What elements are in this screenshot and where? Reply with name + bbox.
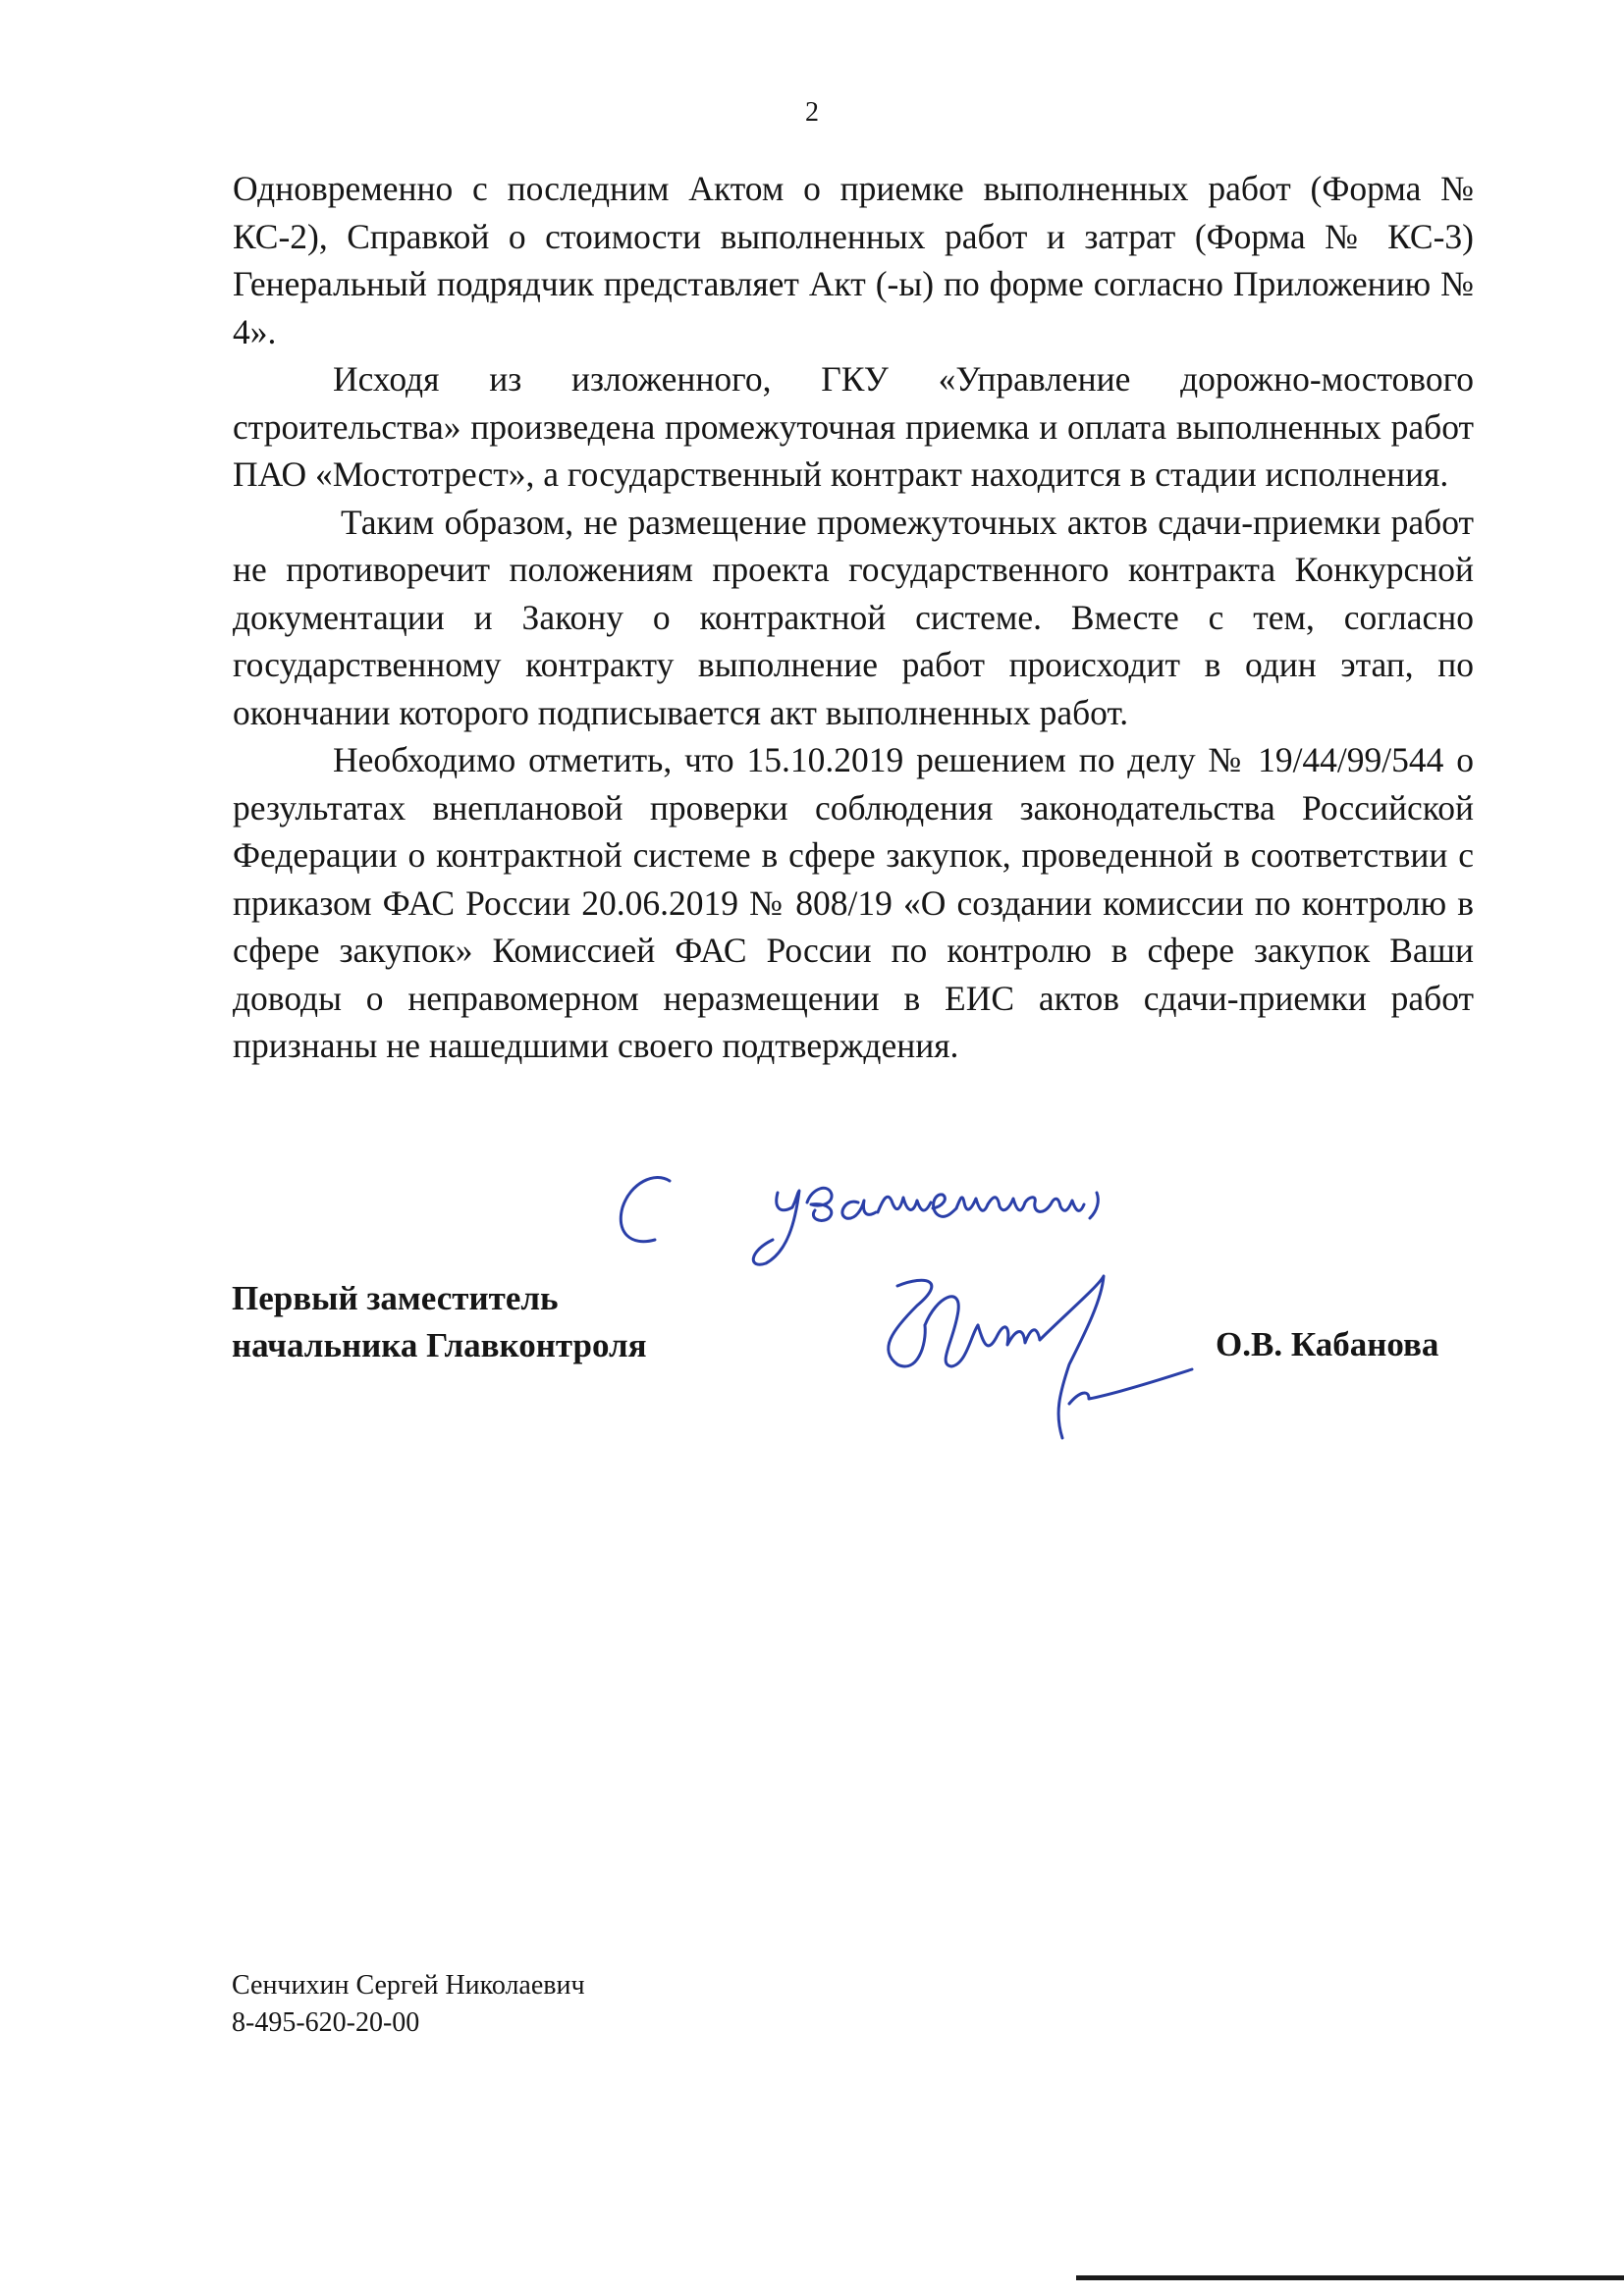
executor-block <box>232 1967 585 2042</box>
page-number: 2 <box>805 97 819 128</box>
paragraph-conclusion: Исходя из изложенного, ГКУ «Управление дорожно-мостового строительства» произведена промежуточная приемка и оплата выполненных работ ПАО «Мостотрест», а государственный контракт находится в стадии исполнения. <box>233 359 1474 494</box>
signer-position-line2: начальника Главконтроля <box>232 1326 647 1364</box>
scan-edge-line <box>1076 2275 1624 2280</box>
paragraph-summary: Таким образом, не размещение промежуточных актов сдачи-приемки работ не противоречит положениям проекта государственного контракта Конкурсной документации и Закону о контрактной системе. Вместе с тем, согласно государственному контракту выполнение работ происходит в один этап, по окончании которого подписывается акт выполненных работ. <box>233 502 1474 732</box>
executor-phone: 8-495-620-20-00 <box>232 2007 420 2038</box>
signer-position-line1: Первый заместитель <box>232 1279 559 1317</box>
paragraph-continuation: Одновременно с последним Актом о приемке выполненных работ (Форма № КС-2), Справкой о стоимости выполненных работ и затрат (Форма № КС-3) Генеральный подрядчик представляет Акт (-ы) по форме согласно Приложению № 4». <box>233 169 1474 351</box>
executor-name: Сенчихин Сергей Николаевич <box>232 1970 585 2001</box>
paragraph-decision: Необходимо отметить, что 15.10.2019 решением по делу № 19/44/99/544 о результатах внеплановой проверки соблюдения законодательства Российской Федерации о контрактной системе в сфере закупок, проведенной в соответствии с приказом ФАС России 20.06.2019 № 808/19 «О создании комиссии по контролю в сфере закупок» Комиссией ФАС России по контролю в сфере закупок Ваши доводы о неправомерном неразмещении в ЕИС актов сдачи-приемки работ признаны не нашедшими своего подтверждения. <box>233 740 1474 1065</box>
letter-body <box>233 165 1474 1070</box>
signer-name: О.В. Кабанова <box>1216 1325 1439 1363</box>
handwritten-signature <box>868 1256 1202 1453</box>
signer-position <box>232 1275 647 1369</box>
